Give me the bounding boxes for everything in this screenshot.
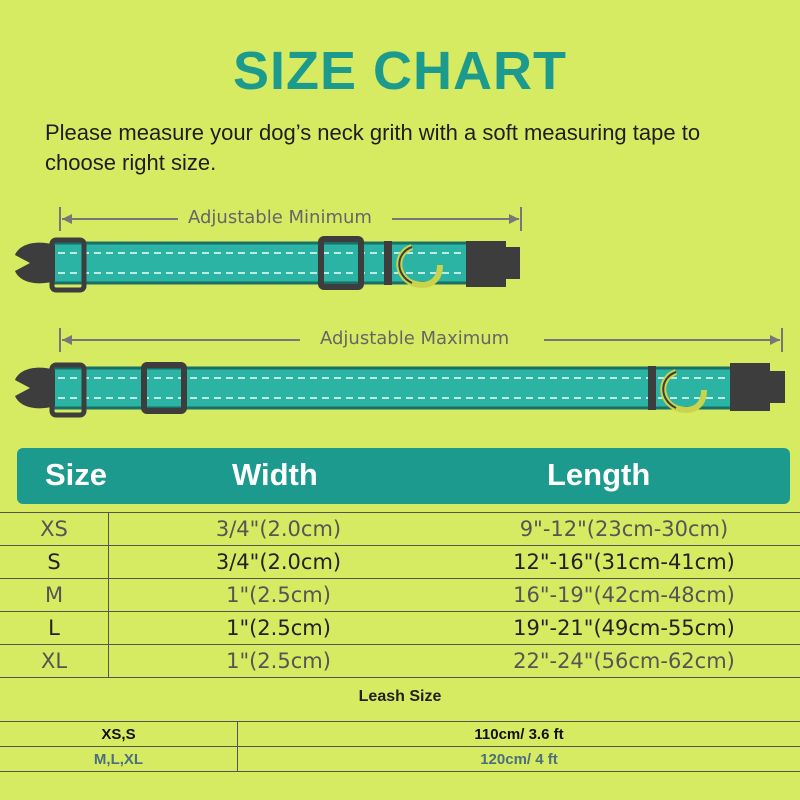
table-row	[0, 579, 800, 612]
measure-instructions: Please measure your dog’s neck grith with a soft measuring tape to choose right size.	[45, 120, 701, 175]
cell-width: 3/4"(2.0cm)	[108, 513, 448, 545]
cell-length: 9"-12"(23cm-30cm)	[519, 517, 729, 541]
header-size: Size	[45, 457, 108, 492]
cell-length: 16"-19"(42cm-48cm)	[513, 583, 735, 607]
cell-leash-sizes: M,L,XL	[93, 751, 144, 768]
header-length: Length	[547, 457, 651, 492]
adjustable-maximum-label: Adjustable Maximum	[320, 328, 510, 349]
cell-size: M	[44, 583, 64, 607]
collar-diagram	[0, 195, 800, 425]
cell-width: 1"(2.5cm)	[108, 612, 448, 644]
cell-leash-sizes: XS,S	[101, 726, 136, 743]
adjustable-minimum-label: Adjustable Minimum	[188, 207, 372, 228]
cell-leash-length: 120cm/ 4 ft	[237, 747, 800, 771]
table-row	[0, 612, 800, 645]
collar-minimum	[15, 239, 520, 290]
cell-width: 1"(2.5cm)	[108, 645, 448, 677]
table-row	[0, 645, 800, 678]
cell-size: XS	[40, 517, 68, 541]
table-row	[0, 747, 800, 772]
cell-size: S	[47, 550, 61, 574]
cell-size: XL	[40, 649, 68, 673]
size-table	[0, 512, 800, 678]
table-row	[0, 512, 800, 546]
header-width: Width	[232, 457, 318, 492]
cell-length: 12"-16"(31cm-41cm)	[513, 550, 735, 574]
cell-leash-length: 110cm/ 3.6 ft	[237, 722, 800, 746]
leash-size-title: Leash Size	[358, 688, 442, 705]
collar-maximum	[15, 363, 785, 415]
cell-length: 19"-21"(49cm-55cm)	[513, 616, 735, 640]
table-row	[0, 546, 800, 579]
page-title: SIZE CHART	[233, 41, 567, 101]
table-row	[0, 721, 800, 747]
size-table-header	[17, 448, 790, 504]
cell-width: 3/4"(2.0cm)	[108, 546, 448, 578]
leash-table	[0, 721, 800, 772]
cell-length: 22"-24"(56cm-62cm)	[513, 649, 735, 673]
cell-size: L	[48, 616, 60, 640]
cell-width: 1"(2.5cm)	[108, 579, 448, 611]
